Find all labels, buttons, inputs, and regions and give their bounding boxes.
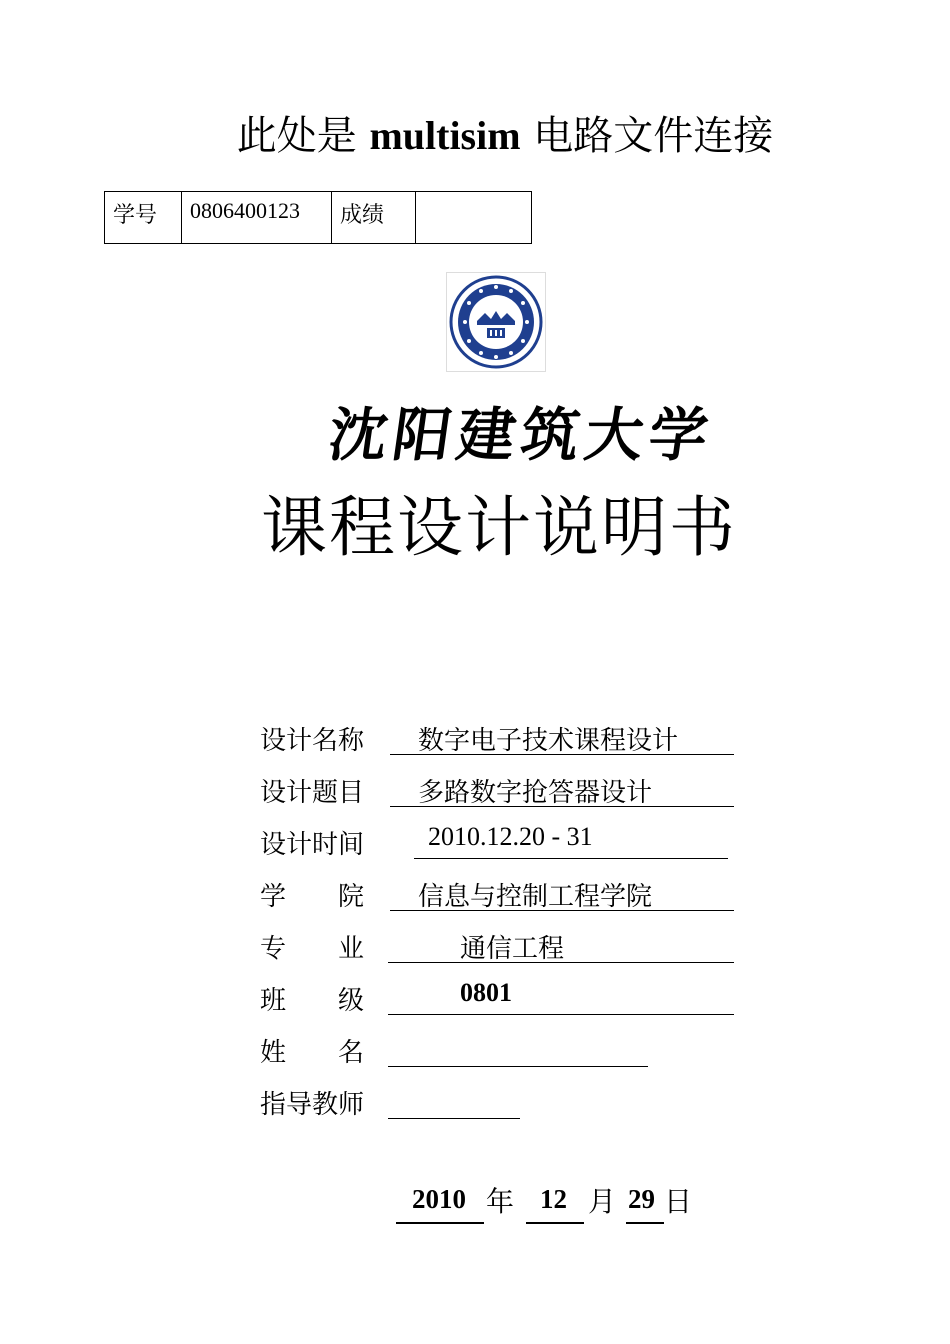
field-label: 设计题目 bbox=[260, 778, 365, 808]
date-month-underline bbox=[526, 1222, 584, 1224]
field-label: 班 级 bbox=[260, 986, 365, 1016]
date-year-underline bbox=[396, 1222, 484, 1224]
score-value bbox=[416, 192, 532, 244]
field-value: 数字电子技术课程设计 bbox=[418, 726, 679, 756]
field-advisor bbox=[260, 1072, 740, 1124]
header-bold-word: multisim bbox=[369, 113, 521, 158]
university-name: 沈阳建筑大学 bbox=[324, 401, 719, 469]
field-design-time bbox=[260, 812, 740, 864]
field-underline bbox=[390, 910, 734, 911]
field-label: 设计名称 bbox=[260, 726, 365, 756]
field-value: 0801 bbox=[460, 978, 512, 1007]
student-info-table bbox=[104, 191, 532, 244]
field-class bbox=[260, 968, 740, 1020]
field-underline bbox=[388, 1066, 648, 1067]
header-title bbox=[0, 104, 950, 161]
date-day-underline bbox=[626, 1222, 664, 1224]
field-value: 2010.12.20 - 31 bbox=[428, 822, 593, 851]
field-underline bbox=[388, 962, 734, 963]
score-label: 成绩 bbox=[332, 192, 416, 244]
field-underline bbox=[390, 806, 734, 807]
university-seal-icon bbox=[447, 273, 545, 371]
field-underline bbox=[388, 1118, 520, 1119]
field-design-topic bbox=[260, 760, 740, 812]
date-month: 12 bbox=[540, 1184, 567, 1214]
header-suffix: 电路文件连接 bbox=[520, 113, 774, 159]
header-prefix: 此处是 bbox=[236, 113, 370, 159]
date-month-unit: 月 bbox=[588, 1185, 617, 1218]
field-value: 通信工程 bbox=[460, 934, 565, 964]
field-major bbox=[260, 916, 740, 968]
field-label: 姓 名 bbox=[260, 1038, 365, 1068]
date-day-unit: 日 bbox=[664, 1185, 693, 1218]
date-year-unit: 年 bbox=[486, 1185, 515, 1218]
field-label: 设计时间 bbox=[260, 830, 365, 860]
student-id-label: 学号 bbox=[105, 192, 182, 244]
field-label: 指导教师 bbox=[260, 1090, 365, 1120]
field-value: 信息与控制工程学院 bbox=[418, 882, 653, 912]
date-year: 2010 bbox=[412, 1184, 466, 1214]
field-label: 专 业 bbox=[260, 934, 365, 964]
field-name bbox=[260, 1020, 740, 1072]
field-college bbox=[260, 864, 740, 916]
university-logo bbox=[446, 272, 546, 372]
table-row bbox=[105, 192, 532, 244]
document-date bbox=[390, 1180, 710, 1230]
field-value: 多路数字抢答器设计 bbox=[418, 778, 653, 808]
field-underline bbox=[388, 1014, 734, 1015]
field-label: 学 院 bbox=[260, 882, 365, 912]
field-underline bbox=[390, 754, 734, 755]
field-underline bbox=[414, 858, 728, 859]
field-design-name bbox=[260, 708, 740, 760]
date-day: 29 bbox=[628, 1184, 655, 1214]
student-id-value: 0806400123 bbox=[182, 192, 332, 244]
document-title: 课程设计说明书 bbox=[261, 489, 737, 566]
